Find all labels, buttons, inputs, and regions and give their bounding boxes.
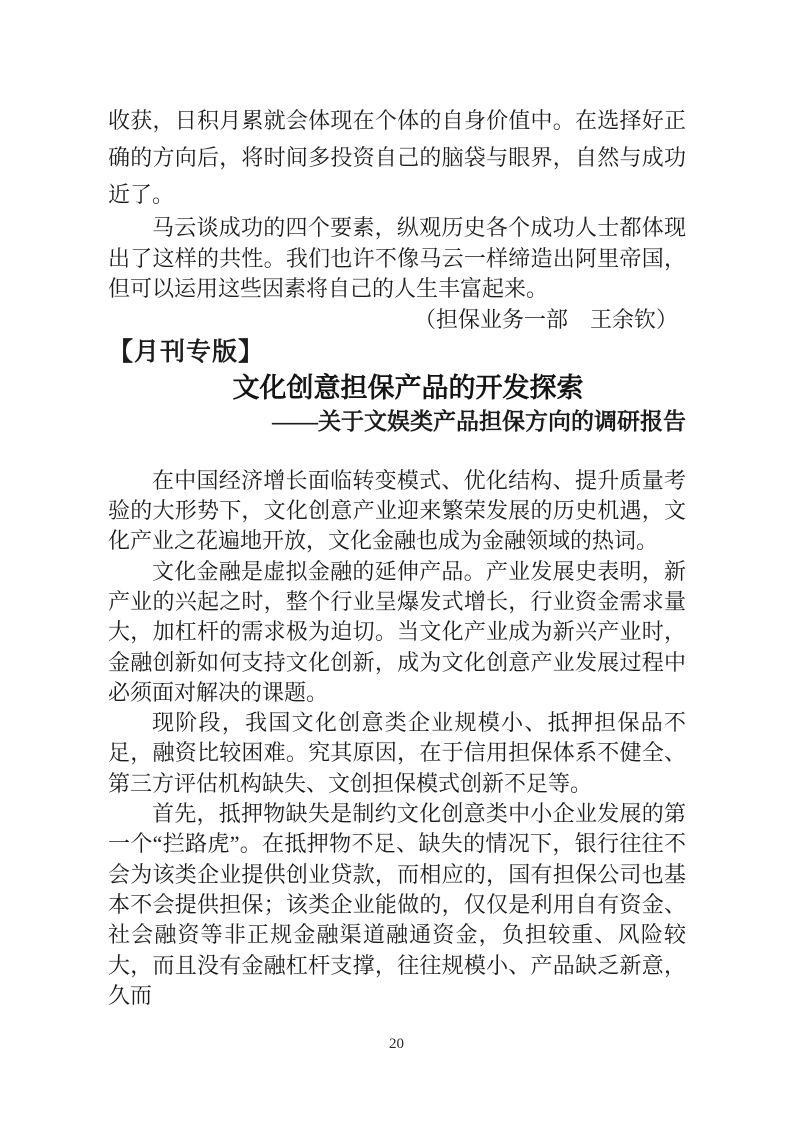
article-subtitle: ——关于文娱类产品担保方向的调研报告 xyxy=(272,408,686,434)
author-byline: （担保业务一部 王余钦） xyxy=(413,307,678,333)
paragraph: 首先，抵押物缺失是制约文化创意类中小企业发展的第一个“拦路虎”。在抵押物不足、缺失的情况下，银行往往不会为该类企业提供创业贷款，而相应的，国有担保公司也基本不会提供担保；该类企业能做的，仅仅是利用自有资金、社会融资等非正规金融渠道融通资金，负担较重、风险较大，而且没有金融杠杆支撑，往往规模小、产品缺乏新意，久而 xyxy=(108,801,686,1008)
paragraph: 现阶段，我国文化创意类企业规模小、抵押担保品不足，融资比较困难。究其原因，在于信用担保体系不健全、第三方评估机构缺失、文创担保模式创新不足等。 xyxy=(108,710,686,796)
page-number: 20 xyxy=(389,1036,404,1052)
paragraph: 在中国经济增长面临转变模式、优化结构、提升质量考验的大形势下，文化创意产业迎来繁荣发展的历史机遇，文化产业之花遍地开放，文化金融也成为金融领域的热词。 xyxy=(108,467,686,554)
section-tag: 【月刊专版】 xyxy=(108,338,265,366)
page-content xyxy=(108,102,686,1011)
paragraph: 文化金融是虚拟金融的延伸产品。产业发展史表明，新产业的兴起之时，整个行业呈爆发式增长，行业资金需求量大，加杠杆的需求极为迫切。当文化产业成为新兴产业时，金融创新如何支持文化创新，成为文化创意产业发展过程中必须面对解决的课题。 xyxy=(108,558,686,705)
paragraph-continued: 收获，日积月累就会体现在个体的自身价值中。在选择好正确的方向后，将时间多投资自己的脑袋与眼界，自然与成功近了。 xyxy=(108,108,686,207)
article-title: 文化创意担保产品的开发探索 xyxy=(232,372,584,403)
paragraph: 马云谈成功的四个要素，纵观历史各个成功人士都体现出了这样的共性。我们也许不像马云一样缔造出阿里帝国，但可以运用这些因素将自己的人生丰富起来。 xyxy=(108,215,686,302)
